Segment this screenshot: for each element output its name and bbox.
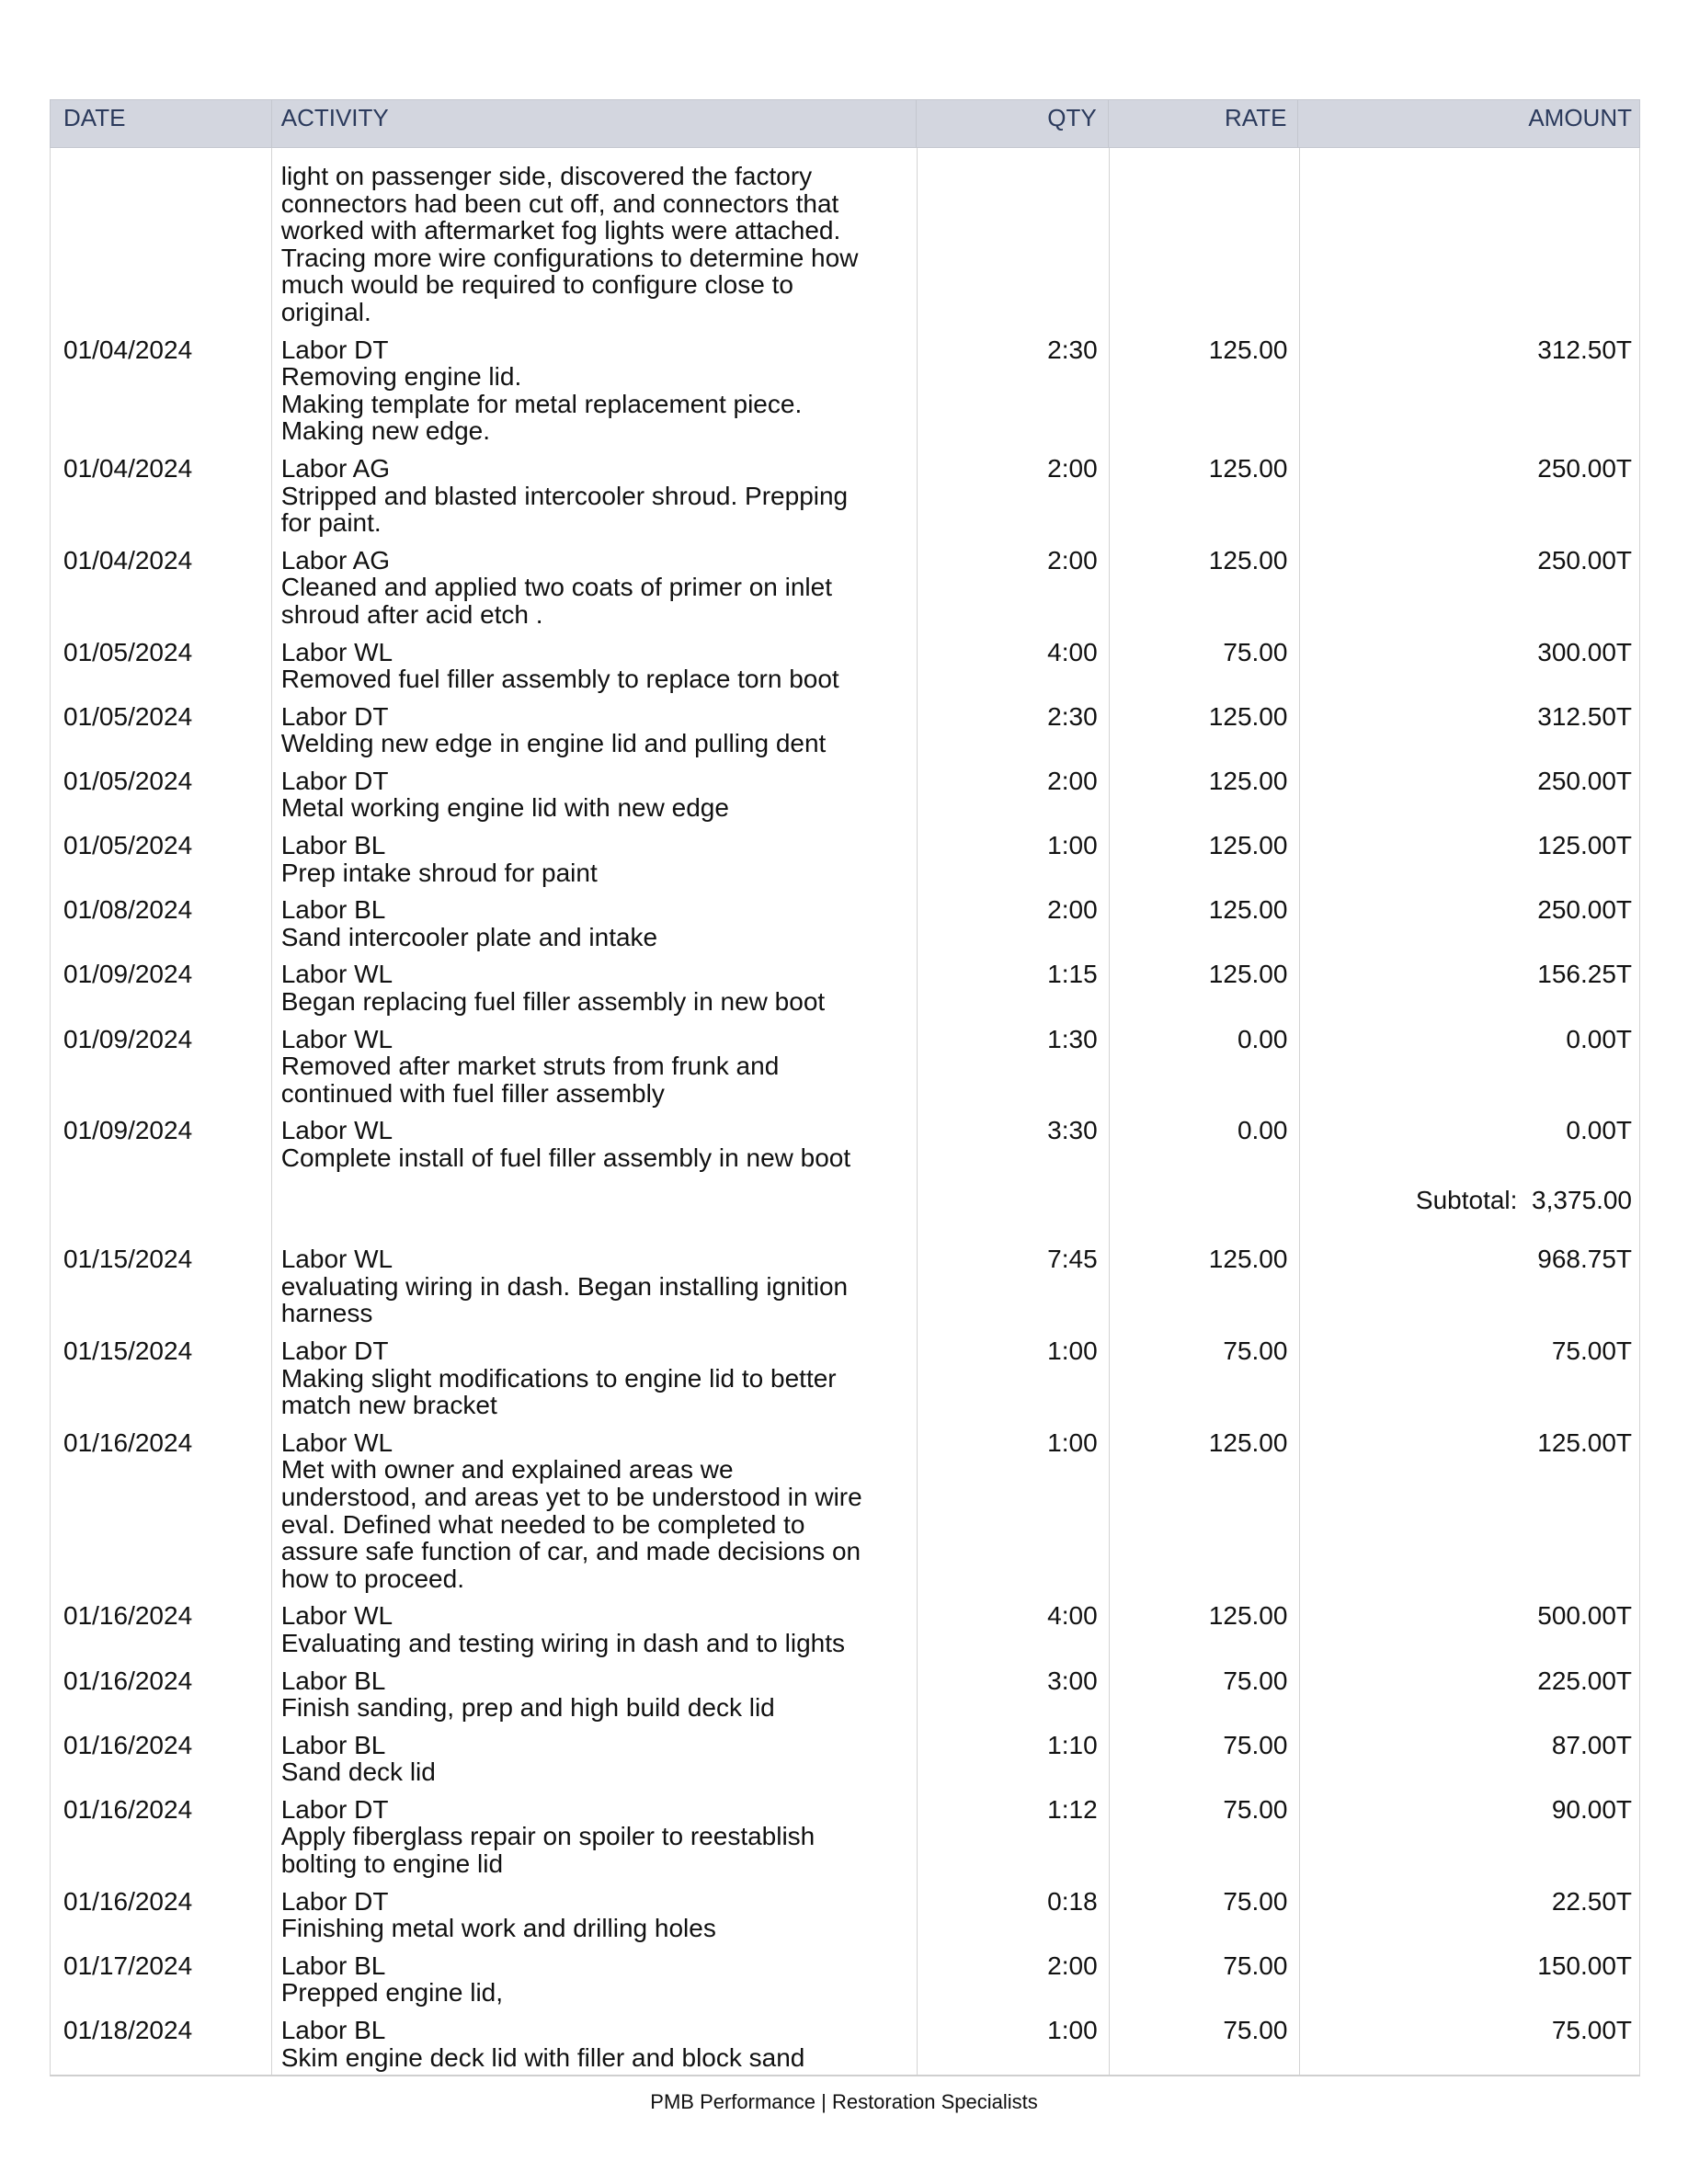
row-amount: 0.00T xyxy=(1566,1116,1632,1145)
row-qty: 1:30 xyxy=(1047,1024,1098,1053)
row-date: 01/15/2024 xyxy=(63,1245,193,1274)
header-date: DATE xyxy=(51,100,272,147)
row-amount: 312.50T xyxy=(1537,335,1632,364)
row-date: 01/05/2024 xyxy=(63,637,193,666)
activity-description: Prep intake shroud for paint xyxy=(280,858,598,887)
row-activity xyxy=(272,1246,917,1327)
activity-description: Cleaned and applied two coats of primer on inlet shroud after acid etch . xyxy=(280,573,832,629)
table-header xyxy=(50,99,1640,148)
row-activity xyxy=(272,768,917,822)
subtotal-spacer xyxy=(51,1187,1293,1214)
row-amount: 150.00T xyxy=(1537,1951,1632,1980)
table-row xyxy=(51,1796,1639,1878)
row-amount: 500.00T xyxy=(1537,1601,1632,1631)
row-rate: 125.00 xyxy=(1208,895,1288,925)
rows-group-b xyxy=(51,1235,1639,2071)
row-date: 01/16/2024 xyxy=(63,1428,193,1457)
row-activity xyxy=(272,163,917,326)
row-activity xyxy=(272,1732,917,1786)
row-amount: 312.50T xyxy=(1537,701,1632,731)
row-rate: 125.00 xyxy=(1208,453,1288,483)
row-rate: 125.00 xyxy=(1208,1245,1288,1274)
row-activity xyxy=(272,961,917,1015)
activity-description: Prepped engine lid, xyxy=(280,1978,504,2008)
row-amount: 968.75T xyxy=(1537,1245,1632,1274)
activity-description: Sand intercooler plate and intake xyxy=(280,922,658,951)
table-row xyxy=(51,1337,1639,1419)
column-divider xyxy=(917,148,918,2075)
activity-description: Complete install of fuel filler assembly in new boot xyxy=(280,1143,851,1172)
row-activity xyxy=(272,703,917,757)
row-qty: 1:00 xyxy=(1047,2016,1098,2045)
activity-title: Labor WL xyxy=(280,637,393,666)
row-qty: 1:00 xyxy=(1047,1336,1098,1365)
table-row xyxy=(51,1732,1639,1786)
row-date: 01/08/2024 xyxy=(63,895,193,925)
table-body xyxy=(50,148,1640,2076)
activity-title: Labor BL xyxy=(280,831,386,860)
row-amount: 225.00T xyxy=(1537,1666,1632,1695)
row-amount: 250.00T xyxy=(1537,895,1632,925)
row-activity xyxy=(272,1602,917,1656)
row-qty: 4:00 xyxy=(1047,1601,1098,1631)
subtotal-amount xyxy=(1293,1187,1639,1214)
activity-title: Labor BL xyxy=(280,2016,386,2045)
row-date: 01/04/2024 xyxy=(63,453,193,483)
row-rate: 125.00 xyxy=(1208,766,1288,795)
row-amount: 87.00T xyxy=(1551,1730,1632,1759)
row-qty: 1:00 xyxy=(1047,1428,1098,1457)
table-row-continuation xyxy=(51,163,1639,326)
subtotal-value: 3,375.00 xyxy=(1532,1185,1632,1214)
row-qty: 4:00 xyxy=(1047,637,1098,666)
activity-title: Labor DT xyxy=(280,766,389,795)
row-activity xyxy=(272,1667,917,1722)
activity-description: light on passenger side, discovered the factory connectors had been cut off, and connectors that worked with aftermarket fog lights were attached. Tracing more wire configurations to determine how much would be required to configure close to original. xyxy=(280,162,859,326)
row-activity xyxy=(272,336,917,445)
table-row xyxy=(51,2017,1639,2071)
row-activity xyxy=(272,1796,917,1878)
row-qty: 1:12 xyxy=(1047,1794,1098,1824)
row-qty: 7:45 xyxy=(1047,1245,1098,1274)
row-date xyxy=(51,163,272,326)
row-date: 01/17/2024 xyxy=(63,1951,193,1980)
column-divider xyxy=(271,148,272,2075)
row-qty: 1:00 xyxy=(1047,831,1098,860)
activity-description: Removing engine lid. Making template for metal replacement piece. Making new edge. xyxy=(280,362,803,446)
column-divider xyxy=(1109,148,1110,2075)
row-amount: 22.50T xyxy=(1551,1886,1632,1916)
row-rate: 75.00 xyxy=(1223,1666,1288,1695)
activity-title: Labor BL xyxy=(280,1730,386,1759)
activity-title: Labor DT xyxy=(280,701,389,731)
row-qty: 3:00 xyxy=(1047,1666,1098,1695)
row-rate: 75.00 xyxy=(1223,1886,1288,1916)
table-row xyxy=(51,639,1639,693)
activity-description: Apply fiberglass repair on spoiler to reestablish bolting to engine lid xyxy=(280,1822,815,1879)
row-rate: 0.00 xyxy=(1237,1116,1288,1145)
table-row xyxy=(51,1117,1639,1171)
activity-title: Labor DT xyxy=(280,1886,389,1916)
activity-description: Evaluating and testing wiring in dash and to lights xyxy=(280,1628,846,1657)
row-date: 01/05/2024 xyxy=(63,766,193,795)
row-date: 01/16/2024 xyxy=(63,1666,193,1695)
table-row xyxy=(51,1602,1639,1656)
row-activity xyxy=(272,547,917,629)
row-date: 01/09/2024 xyxy=(63,960,193,989)
row-qty: 2:00 xyxy=(1047,453,1098,483)
row-qty: 2:30 xyxy=(1047,335,1098,364)
table-row xyxy=(51,1246,1639,1327)
row-activity xyxy=(272,1337,917,1419)
row-rate: 75.00 xyxy=(1223,1951,1288,1980)
row-qty: 2:00 xyxy=(1047,545,1098,574)
row-date: 01/04/2024 xyxy=(63,545,193,574)
row-amount: 125.00T xyxy=(1537,1428,1632,1457)
row-amount: 250.00T xyxy=(1537,453,1632,483)
activity-title: Labor WL xyxy=(280,1428,393,1457)
row-activity xyxy=(272,1888,917,1942)
row-qty: 1:15 xyxy=(1047,960,1098,989)
table-row xyxy=(51,768,1639,822)
rows-group-a xyxy=(51,326,1639,1172)
row-date: 01/18/2024 xyxy=(63,2016,193,2045)
row-date: 01/16/2024 xyxy=(63,1794,193,1824)
column-divider xyxy=(1299,148,1300,2075)
row-activity xyxy=(272,1429,917,1593)
row-rate: 0.00 xyxy=(1237,1024,1288,1053)
activity-description: Removed fuel filler assembly to replace torn boot xyxy=(280,665,839,694)
activity-description: Met with owner and explained areas we understood, and areas yet to be understood in wire eval. Defined what needed to be completed to assure safe function of car, and made decisions on how to proceed. xyxy=(280,1455,862,1593)
table-row xyxy=(51,1952,1639,2007)
activity-description: Metal working engine lid with new edge xyxy=(280,793,729,823)
table-row xyxy=(51,1026,1639,1108)
row-rate: 125.00 xyxy=(1208,1601,1288,1631)
activity-title: Labor DT xyxy=(280,1794,389,1824)
subtotal-row xyxy=(51,1187,1639,1214)
row-qty: 2:00 xyxy=(1047,766,1098,795)
row-activity xyxy=(272,896,917,950)
row-amount: 75.00T xyxy=(1551,2016,1632,2045)
activity-description: Finish sanding, prep and high build deck lid xyxy=(280,1693,775,1723)
row-rate: 125.00 xyxy=(1208,831,1288,860)
table-row xyxy=(51,896,1639,950)
activity-title: Labor WL xyxy=(280,960,393,989)
row-date: 01/16/2024 xyxy=(63,1601,193,1631)
activity-description: Stripped and blasted intercooler shroud. Prepping for paint. xyxy=(280,481,849,538)
row-amount: 90.00T xyxy=(1551,1794,1632,1824)
activity-title: Labor WL xyxy=(280,1024,393,1053)
row-rate: 75.00 xyxy=(1223,2016,1288,2045)
table-row xyxy=(51,1429,1639,1593)
row-activity xyxy=(272,1952,917,2007)
activity-description: evaluating wiring in dash. Began installing ignition harness xyxy=(280,1271,849,1328)
row-qty: 2:00 xyxy=(1047,895,1098,925)
activity-title: Labor DT xyxy=(280,335,389,364)
activity-description: Sand deck lid xyxy=(280,1757,436,1787)
row-rate: 125.00 xyxy=(1208,545,1288,574)
row-rate: 75.00 xyxy=(1223,1336,1288,1365)
table-rows xyxy=(51,148,1639,2075)
header-amount: AMOUNT xyxy=(1528,104,1632,131)
row-activity xyxy=(272,639,917,693)
row-amount: 125.00T xyxy=(1537,831,1632,860)
table-row xyxy=(51,1888,1639,1942)
row-date: 01/16/2024 xyxy=(63,1886,193,1916)
row-rate: 75.00 xyxy=(1223,637,1288,666)
row-activity xyxy=(272,455,917,537)
activity-title: Labor WL xyxy=(280,1245,393,1274)
header-rate: RATE xyxy=(1109,100,1299,147)
activity-description: Making slight modifications to engine lid to better match new bracket xyxy=(280,1363,837,1420)
row-amount: 0.00T xyxy=(1566,1024,1632,1053)
row-date: 01/09/2024 xyxy=(63,1116,193,1145)
header-activity: ACTIVITY xyxy=(272,100,917,147)
row-amount: 156.25T xyxy=(1537,960,1632,989)
activity-title: Labor DT xyxy=(280,1336,389,1365)
row-amount: 75.00T xyxy=(1551,1336,1632,1365)
row-rate: 75.00 xyxy=(1223,1794,1288,1824)
row-date: 01/09/2024 xyxy=(63,1024,193,1053)
activity-title: Labor BL xyxy=(280,895,386,925)
activity-title: Labor WL xyxy=(280,1601,393,1631)
subtotal-label: Subtotal: xyxy=(1415,1185,1518,1214)
activity-title: Labor AG xyxy=(280,453,391,483)
activity-description: Welding new edge in engine lid and pulling dent xyxy=(280,729,827,758)
activity-description: Removed after market struts from frunk and continued with fuel filler assembly xyxy=(280,1052,780,1108)
row-rate: 125.00 xyxy=(1208,335,1288,364)
row-qty: 0:18 xyxy=(1047,1886,1098,1916)
row-qty: 3:30 xyxy=(1047,1116,1098,1145)
activity-description: Skim engine deck lid with filler and block sand xyxy=(280,2042,805,2072)
activity-description: Finishing metal work and drilling holes xyxy=(280,1914,716,1943)
row-activity xyxy=(272,1026,917,1108)
table-row xyxy=(51,961,1639,1015)
table-row xyxy=(51,455,1639,537)
row-date: 01/15/2024 xyxy=(63,1336,193,1365)
row-rate: 125.00 xyxy=(1208,1428,1288,1457)
row-amount: 250.00T xyxy=(1537,766,1632,795)
header-qty: QTY xyxy=(917,100,1109,147)
invoice-table xyxy=(50,99,1640,2076)
table-row xyxy=(51,1667,1639,1722)
row-date: 01/05/2024 xyxy=(63,701,193,731)
activity-description: Began replacing fuel filler assembly in new boot xyxy=(280,987,826,1017)
row-date: 01/04/2024 xyxy=(63,335,193,364)
activity-title: Labor WL xyxy=(280,1116,393,1145)
activity-title: Labor AG xyxy=(280,545,391,574)
row-date: 01/16/2024 xyxy=(63,1730,193,1759)
page-footer: PMB Performance | Restoration Specialists xyxy=(650,2090,1038,2113)
row-qty xyxy=(917,163,1109,326)
table-row xyxy=(51,547,1639,629)
row-activity xyxy=(272,832,917,886)
row-activity xyxy=(272,2017,917,2071)
row-amount: 300.00T xyxy=(1537,637,1632,666)
row-rate: 75.00 xyxy=(1223,1730,1288,1759)
table-row xyxy=(51,832,1639,886)
table-row xyxy=(51,336,1639,445)
row-qty: 2:00 xyxy=(1047,1951,1098,1980)
activity-title: Labor BL xyxy=(280,1666,386,1695)
row-rate xyxy=(1109,163,1299,326)
row-rate: 125.00 xyxy=(1208,701,1288,731)
row-amount xyxy=(1298,163,1639,326)
row-rate: 125.00 xyxy=(1208,960,1288,989)
activity-title: Labor BL xyxy=(280,1951,386,1980)
row-qty: 1:10 xyxy=(1047,1730,1098,1759)
row-activity xyxy=(272,1117,917,1171)
table-row xyxy=(51,703,1639,757)
row-date: 01/05/2024 xyxy=(63,831,193,860)
row-qty: 2:30 xyxy=(1047,701,1098,731)
row-amount: 250.00T xyxy=(1537,545,1632,574)
